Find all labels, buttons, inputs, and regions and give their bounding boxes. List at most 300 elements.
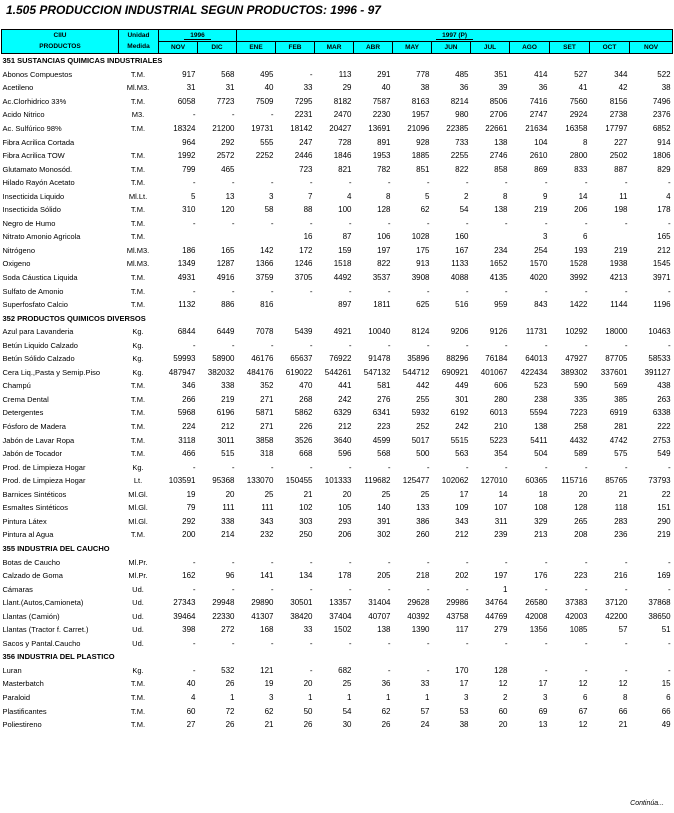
value-cell: 1196	[653, 300, 671, 310]
value-cell: -	[465, 340, 469, 350]
value-cell: -	[192, 286, 196, 296]
value-cell: -	[465, 178, 469, 188]
value-cell: 208	[574, 530, 588, 540]
unit-cell: T.M.	[130, 422, 146, 432]
section-row	[2, 54, 673, 68]
value-cell: 466	[182, 449, 196, 459]
table-row	[2, 122, 673, 136]
value-cell: 31	[225, 83, 235, 93]
value-cell: 44769	[485, 611, 508, 621]
value-cell: 816	[260, 300, 274, 310]
value-cell: 4020	[529, 273, 548, 283]
product-name: Prod. de Limpieza Hogar	[2, 462, 86, 472]
product-name: Ac.Clorhidrico 33%	[2, 96, 67, 106]
value-cell: 6919	[609, 408, 628, 418]
value-cell: 46176	[251, 354, 274, 364]
table-row	[2, 217, 673, 231]
value-cell: -	[270, 462, 274, 472]
value-cell: 22330	[212, 611, 235, 621]
value-cell: -	[348, 584, 352, 594]
value-cell: 138	[494, 205, 508, 215]
value-cell: 563	[455, 449, 469, 459]
value-cell: -	[309, 178, 313, 188]
value-cell: 13	[538, 720, 548, 730]
value-cell: 291	[377, 69, 391, 79]
value-cell: -	[348, 178, 352, 188]
value-cell: 619022	[285, 367, 313, 377]
table-row	[2, 677, 673, 691]
value-cell: -	[504, 638, 508, 648]
value-cell: -	[387, 286, 391, 296]
value-cell: 2747	[529, 110, 548, 120]
value-cell: 391	[377, 516, 391, 526]
value-cell: 140	[377, 503, 391, 513]
value-cell: 39464	[173, 611, 196, 621]
value-cell: 76922	[329, 354, 352, 364]
value-cell: -	[426, 557, 430, 567]
value-cell	[471, 230, 510, 244]
value-cell: 250	[299, 530, 313, 540]
value-cell: -	[504, 462, 508, 472]
unit-cell: T.M.	[130, 706, 146, 716]
value-cell: -	[192, 557, 196, 567]
value-cell: 79	[186, 503, 196, 513]
value-cell: 170	[455, 665, 469, 675]
product-name: Esmaltes Sintéticos	[2, 503, 68, 513]
product-name: Poliestireno	[2, 720, 42, 730]
table-row	[2, 704, 673, 718]
value-cell: 4432	[569, 435, 588, 445]
unit-cell: Ml.Gl.	[128, 503, 148, 513]
value-cell: 11	[619, 191, 628, 201]
section-label: 352 PRODUCTOS QUIMICOS DIVERSOS	[2, 313, 146, 323]
product-name: Masterbatch	[2, 679, 44, 689]
value-cell: 913	[416, 259, 430, 269]
value-cell: -	[584, 557, 588, 567]
unit-cell: T.M.	[130, 205, 146, 215]
value-cell: 2753	[652, 435, 671, 445]
value-cell: 581	[377, 381, 391, 391]
value-cell	[590, 230, 630, 244]
value-cell: 6058	[177, 96, 196, 106]
table-row	[2, 230, 673, 244]
value-cell: 5515	[450, 435, 469, 445]
value-cell: -	[270, 178, 274, 188]
value-cell: -	[667, 557, 671, 567]
value-cell: 886	[221, 300, 235, 310]
value-cell: 15	[661, 679, 671, 689]
value-cell: 532	[221, 665, 235, 675]
value-cell: -	[426, 462, 430, 472]
value-cell: -	[231, 584, 235, 594]
value-cell: 85765	[605, 476, 628, 486]
unit-cell: Ml.M3.	[126, 259, 150, 269]
value-cell: -	[465, 557, 469, 567]
year-1996-header: 1996	[159, 30, 237, 42]
value-cell: 234	[494, 245, 508, 255]
value-cell: -	[348, 218, 352, 228]
value-cell: -	[584, 218, 588, 228]
table-row	[2, 420, 673, 434]
value-cell: 41	[578, 83, 588, 93]
value-cell: 1133	[451, 259, 469, 269]
value-cell: 887	[614, 164, 628, 174]
value-cell: -	[348, 638, 352, 648]
value-cell: 162	[182, 571, 196, 581]
value-cell: -	[584, 584, 588, 594]
value-cell: 914	[657, 137, 671, 147]
value-cell: 210	[494, 422, 508, 432]
value-cell: 6844	[177, 327, 196, 337]
value-cell: 1992	[177, 151, 196, 161]
value-cell	[237, 230, 276, 244]
value-cell: 40	[186, 679, 196, 689]
value-cell: 43758	[446, 611, 469, 621]
table-row	[2, 366, 673, 380]
value-cell: 29948	[212, 598, 235, 608]
value-cell: 4088	[450, 273, 469, 283]
value-cell: 3705	[294, 273, 313, 283]
value-cell: 354	[494, 449, 508, 459]
product-name: Negro de Humo	[2, 218, 56, 228]
value-cell: -	[584, 286, 588, 296]
value-cell: -	[624, 584, 628, 594]
value-cell: 232	[260, 530, 274, 540]
value-cell: 160	[455, 232, 469, 242]
value-cell: 858	[494, 164, 508, 174]
value-cell: 1	[386, 692, 391, 702]
value-cell: 13357	[329, 598, 352, 608]
table-row	[2, 488, 673, 502]
value-cell: 21	[618, 720, 628, 730]
value-cell: 14	[498, 489, 508, 499]
value-cell: 41307	[251, 611, 274, 621]
value-cell: 39	[498, 83, 508, 93]
value-cell: -	[584, 665, 588, 675]
value-cell: 13	[225, 191, 235, 201]
value-cell: 495	[260, 69, 274, 79]
value-cell: 1502	[333, 625, 352, 635]
section-label: 356 INDUSTRIA DEL PLASTICO	[2, 652, 115, 662]
value-cell: 4742	[609, 435, 628, 445]
value-cell: 12	[578, 679, 588, 689]
product-name: Llantas (Camión)	[2, 611, 60, 621]
value-cell: 5	[425, 191, 430, 201]
value-cell: 54	[342, 706, 352, 716]
table-row	[2, 528, 673, 542]
month-header: ENE	[237, 42, 276, 54]
value-cell: -	[270, 218, 274, 228]
value-cell: -	[309, 584, 313, 594]
unit-cell: M3.	[131, 110, 145, 120]
value-cell: 3011	[217, 435, 235, 445]
value-cell: 57	[618, 625, 628, 635]
table-row	[2, 379, 673, 393]
value-cell: 36	[381, 679, 391, 689]
value-cell: 2610	[529, 151, 548, 161]
value-cell: 9126	[489, 327, 508, 337]
value-cell: 1938	[609, 259, 628, 269]
value-cell: 67	[578, 706, 588, 716]
value-cell: -	[667, 665, 671, 675]
value-cell: -	[270, 340, 274, 350]
value-cell: 544712	[402, 367, 430, 377]
value-cell: 4599	[372, 435, 391, 445]
product-name: Jabón de Tocador	[2, 449, 62, 459]
value-cell: 589	[574, 449, 588, 459]
month-header: AGO	[510, 42, 550, 54]
value-cell: 29890	[251, 598, 274, 608]
value-cell: 778	[416, 69, 430, 79]
value-cell: 2252	[255, 151, 274, 161]
value-cell: 449	[455, 381, 469, 391]
value-cell: 4921	[333, 327, 352, 337]
value-cell: 216	[614, 571, 628, 581]
value-cell: -	[192, 638, 196, 648]
value-cell: 186	[182, 245, 196, 255]
product-name: Detergentes	[2, 408, 44, 418]
unit-cell: T.M.	[130, 530, 146, 540]
value-cell: -	[270, 286, 274, 296]
value-cell: 891	[377, 137, 391, 147]
value-cell: 26580	[525, 598, 548, 608]
value-cell: 271	[260, 394, 274, 404]
value-cell: -	[584, 638, 588, 648]
value-cell: 165	[657, 232, 671, 242]
value-cell: -	[387, 557, 391, 567]
table-row	[2, 433, 673, 447]
value-cell: 1545	[652, 259, 671, 269]
value-cell: 17	[538, 679, 548, 689]
value-cell: 58533	[648, 354, 671, 364]
value-cell: -	[192, 665, 196, 675]
product-name: Fósforo de Madera	[2, 422, 66, 432]
unit-cell: Ud.	[132, 611, 144, 621]
month-header: MAY	[393, 42, 432, 54]
value-cell: 49	[661, 720, 671, 730]
unit-cell: Lt.	[133, 476, 143, 486]
value-cell: 547132	[363, 367, 391, 377]
value-cell: 5871	[255, 408, 274, 418]
value-cell: -	[624, 218, 628, 228]
value-cell: 117	[455, 625, 469, 635]
value-cell: 1349	[177, 259, 196, 269]
value-cell: 549	[657, 449, 671, 459]
value-cell: 1085	[569, 625, 588, 635]
value-cell: 20	[225, 489, 235, 499]
value-cell: 42200	[605, 611, 628, 621]
value-cell: 484176	[246, 367, 274, 377]
value-cell: 17	[459, 489, 469, 499]
value-cell: 281	[614, 422, 628, 432]
value-cell: 42	[618, 83, 628, 93]
table-row	[2, 176, 673, 190]
value-cell: 2	[464, 191, 469, 201]
value-cell: 101333	[324, 476, 352, 486]
value-cell: 4	[347, 191, 352, 201]
value-cell: -	[348, 557, 352, 567]
value-cell: 10463	[648, 327, 671, 337]
product-name: Nitrógeno	[2, 245, 36, 255]
value-cell: 22385	[446, 124, 469, 133]
value-cell: -	[192, 340, 196, 350]
value-cell: 31404	[368, 598, 391, 608]
table-row	[2, 406, 673, 420]
value-cell: 3992	[569, 273, 588, 283]
value-cell: -	[231, 462, 235, 472]
value-cell: -	[231, 557, 235, 567]
value-cell: 352	[260, 381, 274, 391]
value-cell: 31	[186, 83, 196, 93]
value-cell: 280	[494, 394, 508, 404]
unit-header: Unidad	[119, 30, 159, 42]
value-cell: 2746	[489, 151, 508, 161]
value-cell: 134	[299, 571, 313, 581]
unit-cell: Kg.	[132, 327, 144, 337]
section-label: 355 INDUSTRIA DEL CAUCHO	[2, 543, 110, 553]
table-row	[2, 108, 673, 122]
value-cell: 6	[583, 692, 588, 702]
table-row	[2, 569, 673, 583]
value-cell: 3	[543, 232, 548, 242]
value-cell: 10292	[565, 327, 588, 337]
value-cell: 18	[538, 489, 548, 499]
value-cell: -	[544, 557, 548, 567]
value-cell: 206	[574, 205, 588, 215]
value-cell: 88296	[446, 354, 469, 364]
value-cell: 8506	[489, 96, 508, 106]
value-cell: 351	[494, 69, 508, 79]
value-cell: 3971	[652, 273, 671, 283]
value-cell: 42008	[525, 611, 548, 621]
value-cell: 64013	[525, 354, 548, 364]
product-name: Crema Dental	[2, 394, 49, 404]
value-cell: 88	[303, 205, 313, 215]
value-cell: 2470	[333, 110, 352, 120]
value-cell: 26	[381, 720, 391, 730]
value-cell: -	[192, 462, 196, 472]
value-cell: 175	[416, 245, 430, 255]
value-cell: 1811	[373, 300, 391, 310]
value-cell: 959	[494, 300, 508, 310]
value-cell: 21096	[407, 124, 430, 133]
value-cell: 254	[534, 245, 548, 255]
value-cell: 292	[182, 516, 196, 526]
value-cell: 128	[574, 503, 588, 513]
value-cell: 128	[494, 665, 508, 675]
value-cell: 382032	[207, 367, 235, 377]
product-name: Calzado de Goma	[2, 571, 63, 581]
value-cell: 928	[416, 137, 430, 147]
value-cell: 283	[614, 516, 628, 526]
value-cell: 16358	[565, 124, 588, 133]
value-cell: 728	[338, 137, 352, 147]
value-cell: 62	[381, 706, 391, 716]
value-cell: 1132	[178, 300, 196, 310]
value-cell: 2924	[569, 110, 588, 120]
value-cell: -	[624, 286, 628, 296]
table-row	[2, 623, 673, 637]
value-cell: -	[667, 286, 671, 296]
section-label: 351 SUSTANCIAS QUIMICAS INDUSTRIALES	[2, 56, 163, 66]
value-cell	[276, 298, 315, 312]
value-cell: 21	[264, 720, 274, 730]
value-cell: 17	[459, 679, 469, 689]
value-cell: 1518	[333, 259, 352, 269]
value-cell: 2706	[489, 110, 508, 120]
value-cell: 103591	[168, 476, 196, 486]
unit-cell: Ud.	[132, 598, 144, 608]
value-cell: -	[504, 340, 508, 350]
value-cell: -	[192, 178, 196, 188]
value-cell: -	[544, 462, 548, 472]
product-name: Paraloid	[2, 692, 31, 702]
value-cell: 487947	[168, 367, 196, 377]
product-name: Azul para Lavanderia	[2, 327, 74, 337]
value-cell: 6196	[216, 408, 235, 418]
unit-cell: T.M.	[130, 273, 146, 283]
value-cell: 36	[538, 83, 548, 93]
value-cell: 33	[420, 679, 430, 689]
value-cell: 3858	[255, 435, 274, 445]
value-cell: 60	[186, 706, 196, 716]
value-cell: 1885	[411, 151, 430, 161]
value-cell: 6329	[333, 408, 352, 418]
unit-cell: Ml.Gl.	[128, 489, 148, 499]
value-cell: 302	[377, 530, 391, 540]
table-row	[2, 393, 673, 407]
product-name: Fibra Acrilica TOW	[2, 151, 65, 161]
value-cell: 1	[308, 692, 313, 702]
product-name: Abonos Compuestos	[2, 69, 73, 79]
value-cell: -	[667, 178, 671, 188]
month-header: MAR	[315, 42, 354, 54]
value-cell: 172	[299, 245, 313, 255]
table-row	[2, 515, 673, 529]
value-cell: -	[426, 638, 430, 648]
value-cell: -	[387, 340, 391, 350]
value-cell: 151	[657, 503, 671, 513]
value-cell: 301	[455, 394, 469, 404]
value-cell: 6341	[372, 408, 391, 418]
value-cell: 25	[381, 489, 391, 499]
value-cell: 165	[221, 245, 235, 255]
value-cell: -	[309, 665, 313, 675]
value-cell: 2502	[609, 151, 628, 161]
value-cell: 20	[498, 720, 508, 730]
value-cell: 470	[299, 381, 313, 391]
value-cell: 386	[416, 516, 430, 526]
value-cell: -	[387, 462, 391, 472]
table-row	[2, 596, 673, 610]
value-cell: 47927	[565, 354, 588, 364]
value-cell: -	[192, 218, 196, 228]
value-cell: 22661	[485, 124, 508, 133]
value-cell: -	[667, 584, 671, 594]
value-cell: 141	[260, 571, 274, 581]
value-cell: 344	[614, 69, 628, 79]
value-cell: 87705	[605, 354, 628, 364]
value-cell: 821	[338, 164, 352, 174]
value-cell: -	[231, 286, 235, 296]
value-cell: 8163	[411, 96, 430, 106]
value-cell: 26	[225, 720, 235, 730]
value-cell: 40	[264, 83, 274, 93]
value-cell: -	[584, 178, 588, 188]
value-cell: 5411	[530, 435, 548, 445]
table-row	[2, 325, 673, 339]
value-cell: 38650	[648, 611, 671, 621]
